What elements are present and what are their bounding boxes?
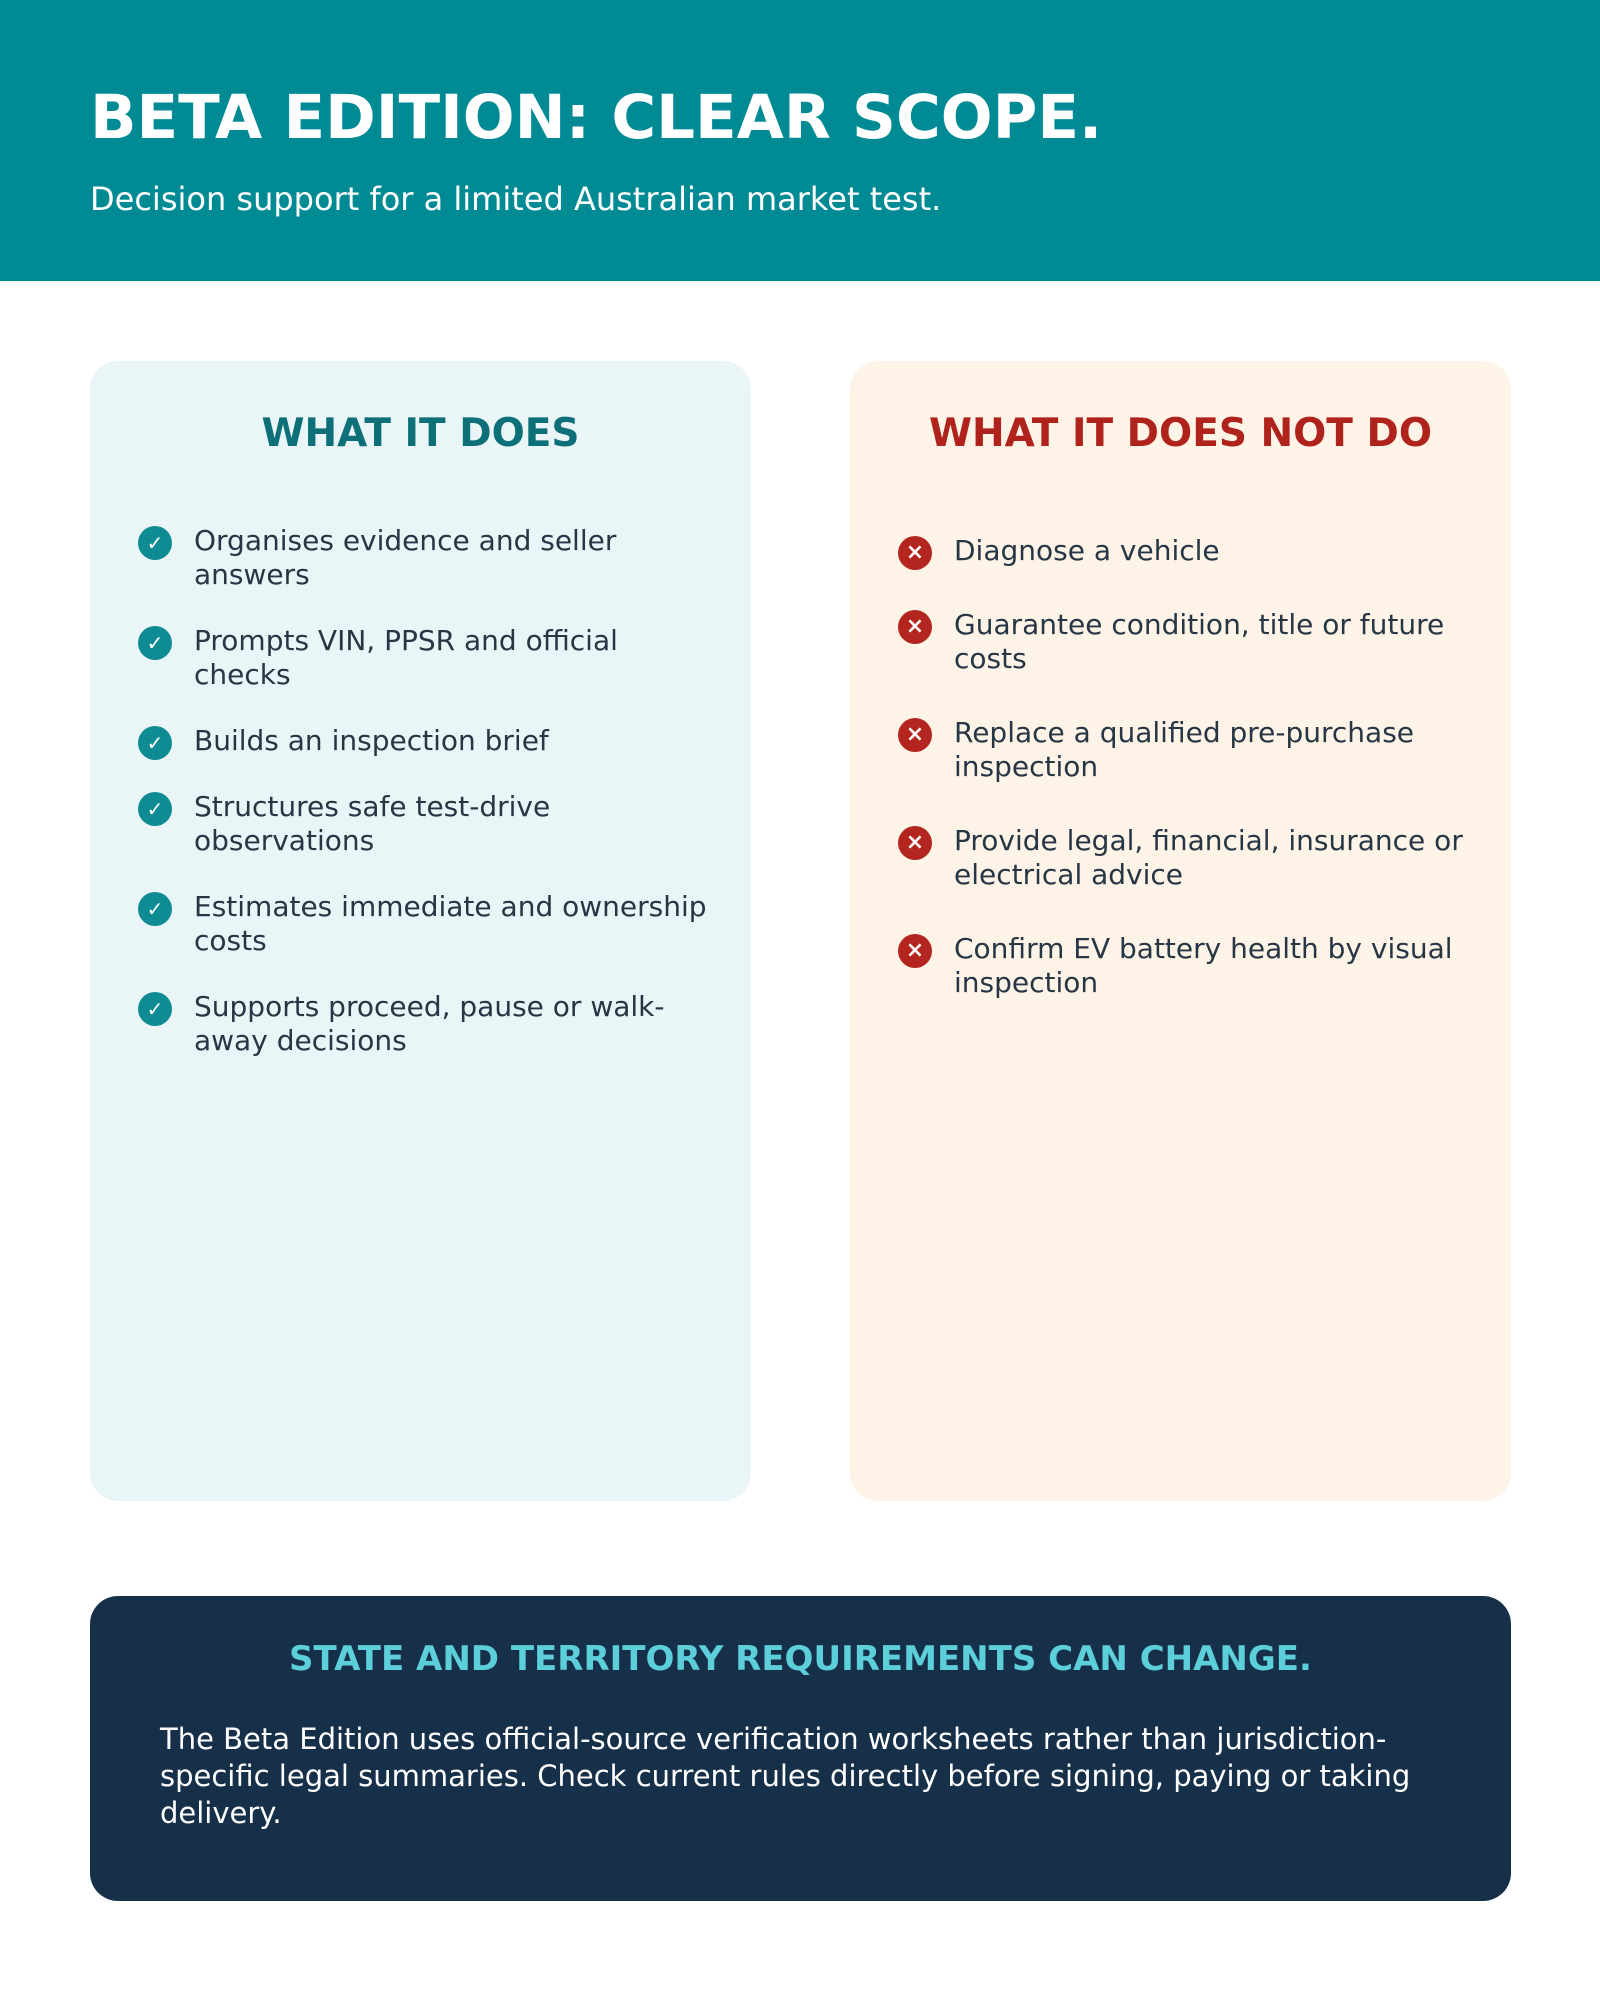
check-circle-icon: ✓	[138, 892, 172, 926]
check-circle-icon: ✓	[138, 792, 172, 826]
list-item-label: Replace a qualified pre-purchase inspection	[954, 716, 1415, 783]
what-it-does-list	[138, 524, 711, 1090]
list-item	[898, 824, 1471, 892]
x-circle-icon: ×	[898, 934, 932, 968]
page-subtitle: Decision support for a limited Australian market test.	[90, 180, 942, 218]
notice-heading: STATE AND TERRITORY REQUIREMENTS CAN CHANGE.	[289, 1639, 1312, 1679]
what-it-does-not-do-list	[898, 534, 1471, 1040]
x-circle-icon: ×	[898, 826, 932, 860]
page-title: BETA EDITION: CLEAR SCOPE.	[90, 82, 1103, 153]
list-item-label: Prompts VIN, PPSR and official checks	[194, 624, 618, 691]
list-item	[898, 716, 1471, 784]
list-item-label: Estimates immediate and ownership costs	[194, 890, 707, 957]
list-item-label: Provide legal, financial, insurance or electrical advice	[954, 824, 1463, 891]
list-item-label: Confirm EV battery health by visual inspection	[954, 932, 1453, 999]
check-circle-icon: ✓	[138, 726, 172, 760]
what-it-does-heading: WHAT IT DOES	[261, 411, 580, 456]
list-item	[138, 990, 711, 1058]
requirements-notice	[90, 1596, 1511, 1901]
check-circle-icon: ✓	[138, 526, 172, 560]
list-item-label: Builds an inspection brief	[194, 724, 549, 757]
x-circle-icon: ×	[898, 718, 932, 752]
x-circle-icon: ×	[898, 610, 932, 644]
list-item	[138, 790, 711, 858]
header-banner	[0, 0, 1600, 281]
check-circle-icon: ✓	[138, 992, 172, 1026]
list-item-label: Guarantee condition, title or future costs	[954, 608, 1445, 675]
list-item	[138, 724, 711, 758]
list-item-label: Supports proceed, pause or walk-away decisions	[194, 990, 665, 1057]
list-item	[138, 624, 711, 692]
check-circle-icon: ✓	[138, 626, 172, 660]
list-item	[898, 608, 1471, 676]
list-item	[898, 534, 1471, 568]
what-it-does-not-do-heading: WHAT IT DOES NOT DO	[928, 411, 1433, 456]
list-item	[138, 890, 711, 958]
x-circle-icon: ×	[898, 536, 932, 570]
what-it-does-not-do-card	[850, 361, 1511, 1501]
list-item	[138, 524, 711, 592]
list-item-label: Diagnose a vehicle	[954, 534, 1220, 567]
list-item	[898, 932, 1471, 1000]
what-it-does-card	[90, 361, 751, 1501]
list-item-label: Structures safe test-drive observations	[194, 790, 551, 857]
notice-body: The Beta Edition uses official-source verification worksheets rather than jurisdiction-specific legal summaries. Check current rules directly before signing, paying or taking delivery.	[160, 1722, 1411, 1830]
list-item-label: Organises evidence and seller answers	[194, 524, 617, 591]
